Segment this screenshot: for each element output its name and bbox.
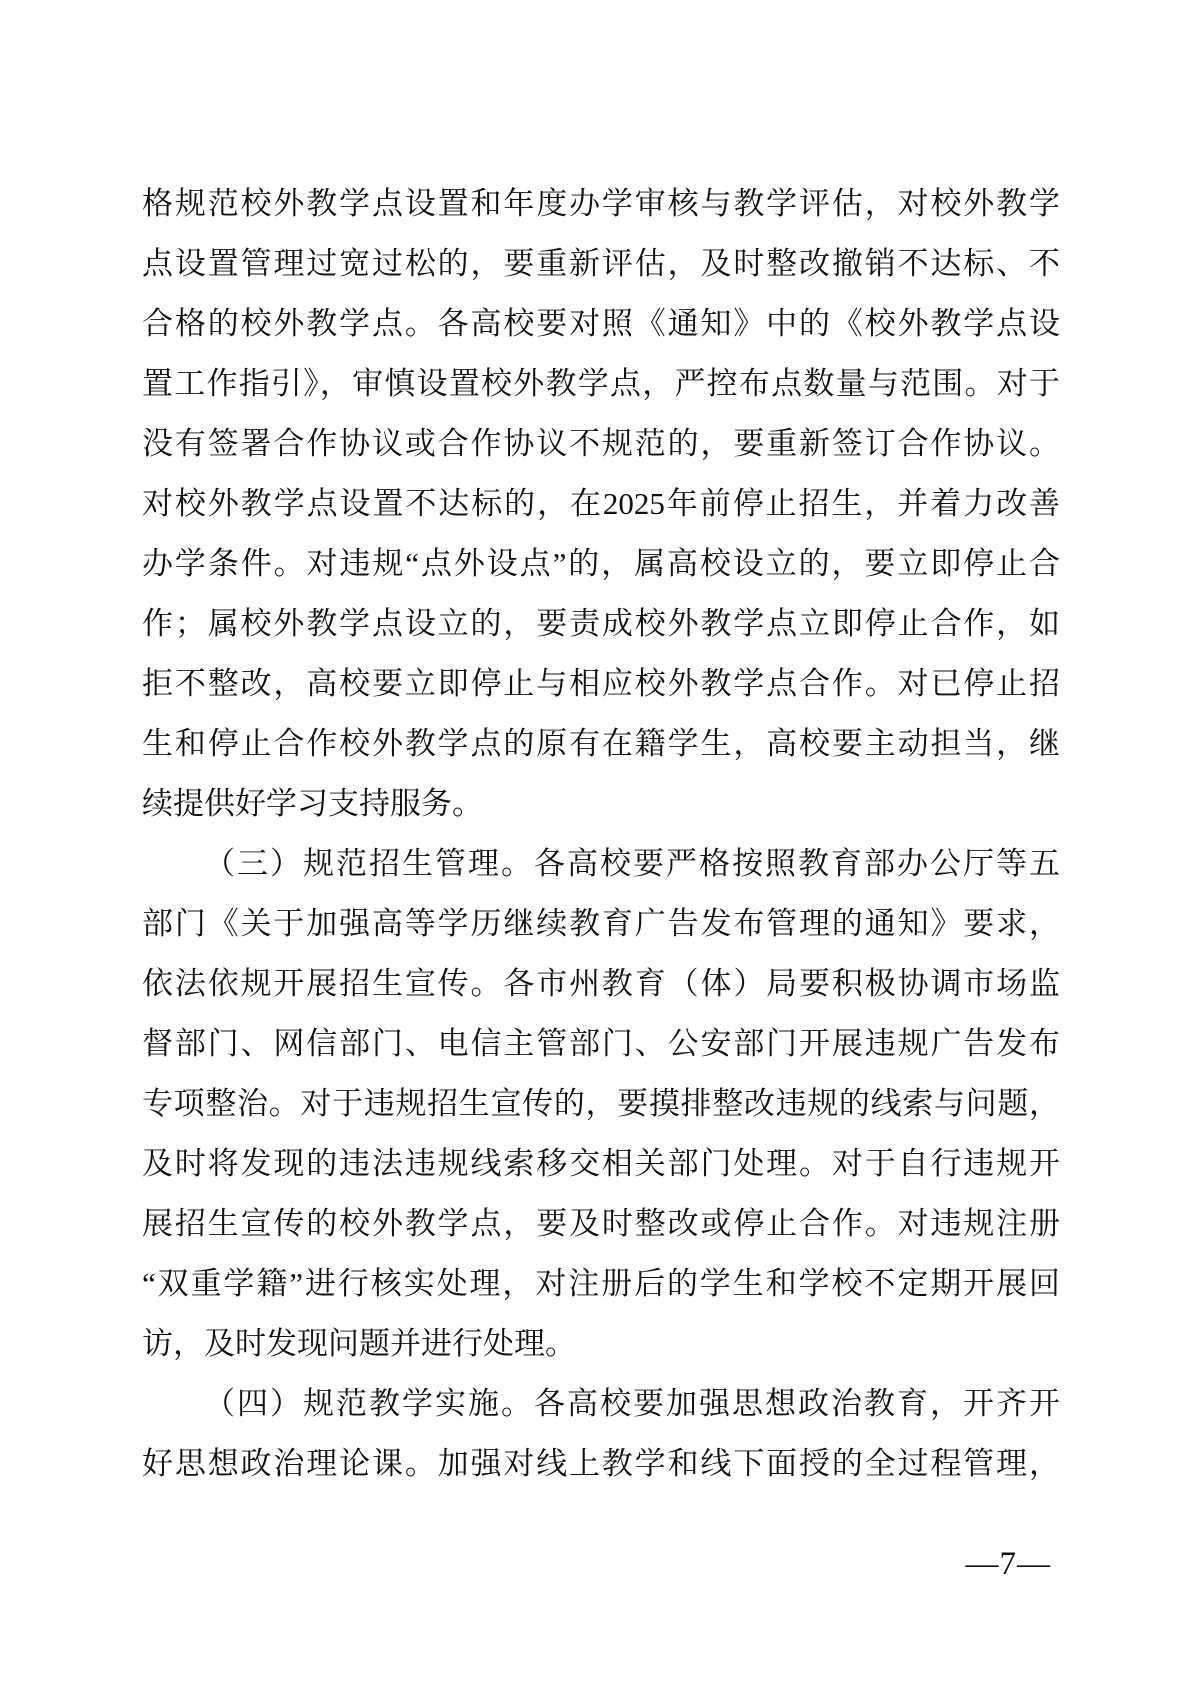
text-line-section-3-start: （三）规范招生管理。各高校要严格按照教育部办公厅等五 [204,846,1060,881]
page-number: —7— [965,1546,1051,1582]
text-line: 展招生宣传的校外教学点，要及时整改或停止合作。对违规注册 [142,1206,1060,1241]
text-line: 作；属校外教学点设立的，要责成校外教学点立即停止合作，如 [142,606,1060,641]
text-line: 置工作指引》，审慎设置校外教学点，严控布点数量与范围。对于 [142,366,1060,401]
text-line: 对校外教学点设置不达标的，在2025年前停止招生，并着力改善 [142,486,1060,521]
text-line: 督部门、网信部门、电信主管部门、公安部门开展违规广告发布 [142,1026,1060,1061]
text-line: 访，及时发现问题并进行处理。 [142,1326,576,1361]
text-line: 合格的校外教学点。各高校要对照《通知》中的《校外教学点设 [142,306,1060,341]
text-line: 好思想政治理论课。加强对线上教学和线下面授的全过程管理， [142,1446,1060,1481]
text-line: 办学条件。对违规“点外设点”的，属高校设立的，要立即停止合 [142,546,1060,581]
text-line: 格规范校外教学点设置和年度办学审核与教学评估，对校外教学 [142,186,1060,221]
text-line: 及时将发现的违法违规线索移交相关部门处理。对于自行违规开 [142,1146,1060,1181]
text-line: 专项整治。对于违规招生宣传的，要摸排整改违规的线索与问题， [142,1086,1060,1121]
text-line: 生和停止合作校外教学点的原有在籍学生，高校要主动担当，继 [142,726,1060,761]
text-line: “双重学籍”进行核实处理，对注册后的学生和学校不定期开展回 [142,1266,1060,1301]
text-line: 没有签署合作协议或合作协议不规范的，要重新签订合作协议。 [142,426,1060,461]
text-line-section-4-start: （四）规范教学实施。各高校要加强思想政治教育，开齐开 [204,1386,1060,1421]
text-line: 点设置管理过宽过松的，要重新评估，及时整改撤销不达标、不 [142,246,1060,281]
text-line: 拒不整改，高校要立即停止与相应校外教学点合作。对已停止招 [142,666,1060,701]
document-body [142,174,1060,1494]
text-line: 依法依规开展招生宣传。各市州教育（体）局要积极协调市场监 [142,966,1060,1001]
text-line: 部门《关于加强高等学历继续教育广告发布管理的通知》要求， [142,906,1060,941]
text-line: 续提供好学习支持服务。 [142,786,483,821]
